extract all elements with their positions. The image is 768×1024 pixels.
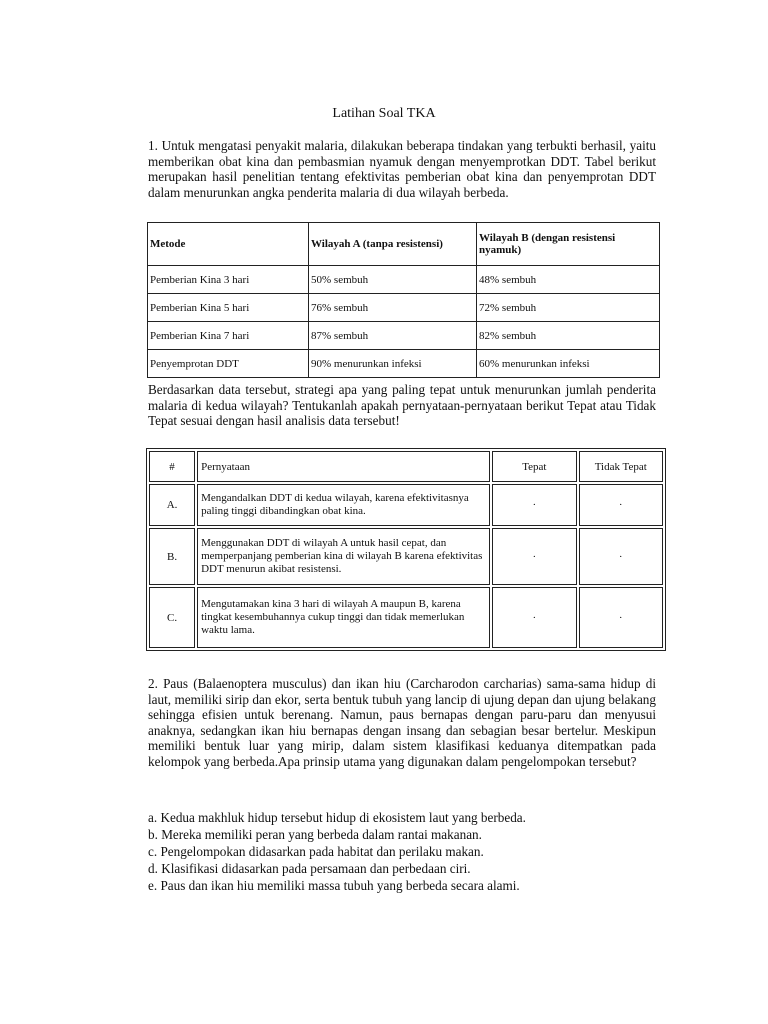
header-wilayah-b: Wilayah B (dengan resistensi nyamuk) (477, 223, 660, 266)
table-row (148, 322, 660, 350)
table-cell: Pemberian Kina 3 hari (148, 266, 309, 294)
statement-text: Mengandalkan DDT di kedua wilayah, karena efektivitasnya paling tinggi dibandingkan obat kina. (197, 484, 490, 526)
question-2-options (148, 809, 668, 894)
table-cell: 90% menurunkan infeksi (309, 350, 477, 378)
option-letter: a. (148, 810, 158, 825)
statement-row-a (149, 484, 663, 526)
table-cell: 48% sembuh (477, 266, 660, 294)
table-cell: 50% sembuh (309, 266, 477, 294)
question-2-text (148, 676, 656, 769)
option-text: Klasifikasi didasarkan pada persamaan dan perbedaan ciri. (161, 861, 471, 876)
tidak-tepat-checkbox[interactable]: · (579, 528, 663, 585)
option-text: Pengelompokan didasarkan pada habitat dan perilaku makan. (160, 844, 484, 859)
header-tidak-tepat: Tidak Tepat (579, 451, 663, 482)
header-number: # (149, 451, 195, 482)
table-row (148, 294, 660, 322)
tidak-tepat-checkbox[interactable]: · (579, 484, 663, 526)
option-letter: e. (148, 878, 158, 893)
option-letter: b. (148, 827, 158, 842)
statement-text: Mengutamakan kina 3 hari di wilayah A maupun B, karena tingkat kesembuhannya cukup tinggi dan tidak memerlukan waktu lama. (197, 587, 490, 648)
option-text: Kedua makhluk hidup tersebut hidup di ekosistem laut yang berbeda. (160, 810, 526, 825)
table-cell: 82% sembuh (477, 322, 660, 350)
option-letter: c. (148, 844, 158, 859)
option-c[interactable] (148, 843, 668, 860)
statement-row-c (149, 587, 663, 648)
question-1-text (148, 138, 656, 200)
tepat-checkbox[interactable]: · (492, 484, 576, 526)
option-text: Paus dan ikan hiu memiliki massa tubuh yang berbeda secara alami. (160, 878, 520, 893)
header-metode: Metode (148, 223, 309, 266)
question-1-followup: Berdasarkan data tersebut, strategi apa yang paling tepat untuk menurunkan jumlah penderita malaria di kedua wilayah? Tentukanlah apakah pernyataan-pernyataan berikut Tepat atau Tidak Tepat sesuai dengan hasil analisis data tersebut! (148, 382, 656, 428)
statements-header (149, 451, 663, 482)
question-1-number: 1. (148, 138, 158, 153)
results-table-header (148, 223, 660, 266)
table-row (148, 350, 660, 378)
option-a[interactable] (148, 809, 668, 826)
statements-table (146, 448, 666, 651)
statement-text: Menggunakan DDT di wilayah A untuk hasil cepat, dan memperpanjang pemberian kina di wilayah B karena efektivitas DDT menurun akibat resistensi. (197, 528, 490, 585)
header-wilayah-a: Wilayah A (tanpa resistensi) (309, 223, 477, 266)
header-pernyataan: Pernyataan (197, 451, 490, 482)
table-cell: Pemberian Kina 5 hari (148, 294, 309, 322)
statement-row-b (149, 528, 663, 585)
page-title: Latihan Soal TKA (332, 106, 436, 121)
option-b[interactable] (148, 826, 668, 843)
question-1-body: Untuk mengatasi penyakit malaria, dilakukan beberapa tindakan yang terbukti berhasil, yaitu memberikan obat kina dan pembasmian nyamuk dengan menyemprotkan DDT. Tabel berikut merupakan hasil penelitian tentang efektivitas pemberian obat kina dan penyemprotan DDT dalam menurunkan angka penderita malaria di dua wilayah berbeda. (148, 138, 656, 200)
table-cell: Pemberian Kina 7 hari (148, 322, 309, 350)
statement-label: C. (149, 587, 195, 648)
question-2-number: 2. (148, 676, 158, 691)
option-letter: d. (148, 861, 158, 876)
statement-label: A. (149, 484, 195, 526)
question-2-body: Paus (Balaenoptera musculus) dan ikan hiu (Carcharodon carcharias) sama-sama hidup di laut, memiliki sirip dan ekor, serta bentuk tubuh yang lancip di ujung depan dan ujung belakang sehingga efisien untuk berenang. Namun, paus bernapas dengan paru-paru dan menyusui anaknya, sedangkan ikan hiu bernapas dengan insang dan sebagian besar bertelur. Meskipun memiliki bentuk luar yang mirip, dalam sistem klasifikasi keduanya ditempatkan pada kelompok yang berbeda.Apa prinsip utama yang digunakan dalam pengelompokan tersebut? (148, 676, 656, 769)
table-cell: 72% sembuh (477, 294, 660, 322)
option-text: Mereka memiliki peran yang berbeda dalam rantai makanan. (161, 827, 482, 842)
tidak-tepat-checkbox[interactable]: · (579, 587, 663, 648)
table-cell: 60% menurunkan infeksi (477, 350, 660, 378)
tepat-checkbox[interactable]: · (492, 587, 576, 648)
option-e[interactable] (148, 877, 668, 894)
tepat-checkbox[interactable]: · (492, 528, 576, 585)
header-tepat: Tepat (492, 451, 576, 482)
statement-label: B. (149, 528, 195, 585)
table-row (148, 266, 660, 294)
table-cell: 87% sembuh (309, 322, 477, 350)
table-cell: Penyemprotan DDT (148, 350, 309, 378)
results-table (147, 222, 660, 378)
option-d[interactable] (148, 860, 668, 877)
table-cell: 76% sembuh (309, 294, 477, 322)
